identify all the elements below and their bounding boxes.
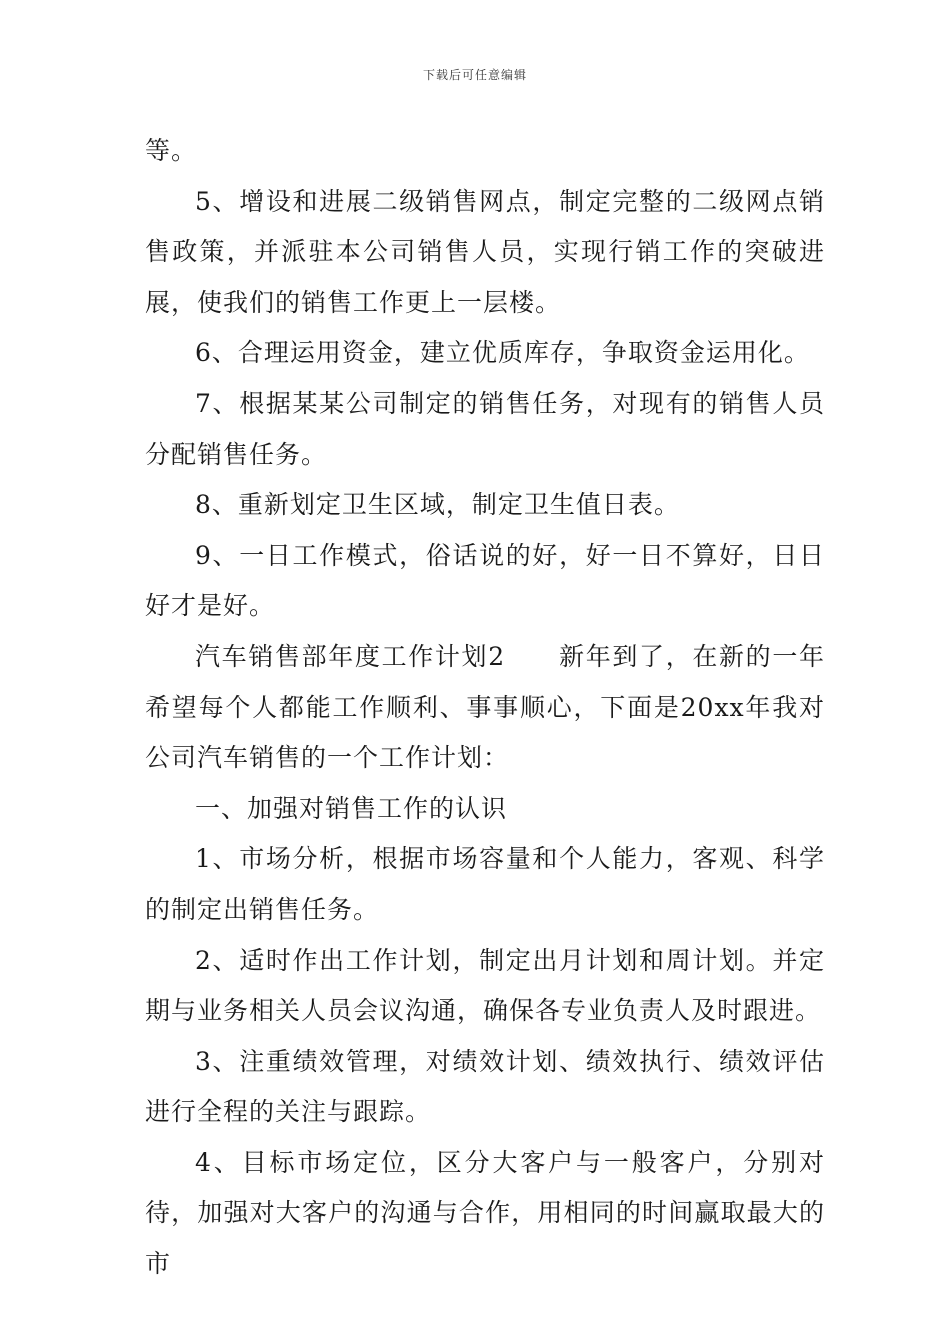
paragraph-item-9: 9、一日工作模式，俗话说的好，好一日不算好，日日好才是好。 [145,540,825,621]
document-body [145,126,825,1290]
paragraph-item-8: 8、重新划定卫生区域，制定卫生值日表。 [195,490,680,520]
paragraph-point-4: 4、目标市场定位，区分大客户与一般客户，分别对待，加强对大客户的沟通与合作，用相同的时间赢取最大的市 [145,1147,825,1279]
paragraph-item-5: 5、增设和进展二级销售网点，制定完整的二级网点销售政策，并派驻本公司销售人员，实现行销工作的突破进展，使我们的销售工作更上一层楼。 [145,186,825,317]
paragraph-continuation: 等。 [145,136,198,165]
paragraph-point-1: 1、市场分析，根据市场容量和个人能力，客观、科学的制定出销售任务。 [145,844,825,924]
paragraph-point-2: 2、适时作出工作计划，制定出月计划和周计划。并定期与业务相关人员会议沟通，确保各专业负责人及时跟进。 [145,945,825,1026]
section-heading-1: 一、加强对销售工作的认识 [195,793,508,823]
paragraph-plan-2-intro: 汽车销售部年度工作计划2 新年到了，在新的一年希望每个人都能工作顺利、事事顺心，下面是20xx年我对公司汽车销售的一个工作计划： [145,641,825,773]
paragraph-item-6: 6、合理运用资金，建立优质库存，争取资金运用化。 [195,338,810,368]
paragraph-point-3: 3、注重绩效管理，对绩效计划、绩效执行、绩效评估进行全程的关注与跟踪。 [145,1046,825,1127]
page-header-note: 下载后可任意编辑 [422,68,527,82]
paragraph-item-7: 7、根据某某公司制定的销售任务，对现有的销售人员分配销售任务。 [145,388,825,469]
